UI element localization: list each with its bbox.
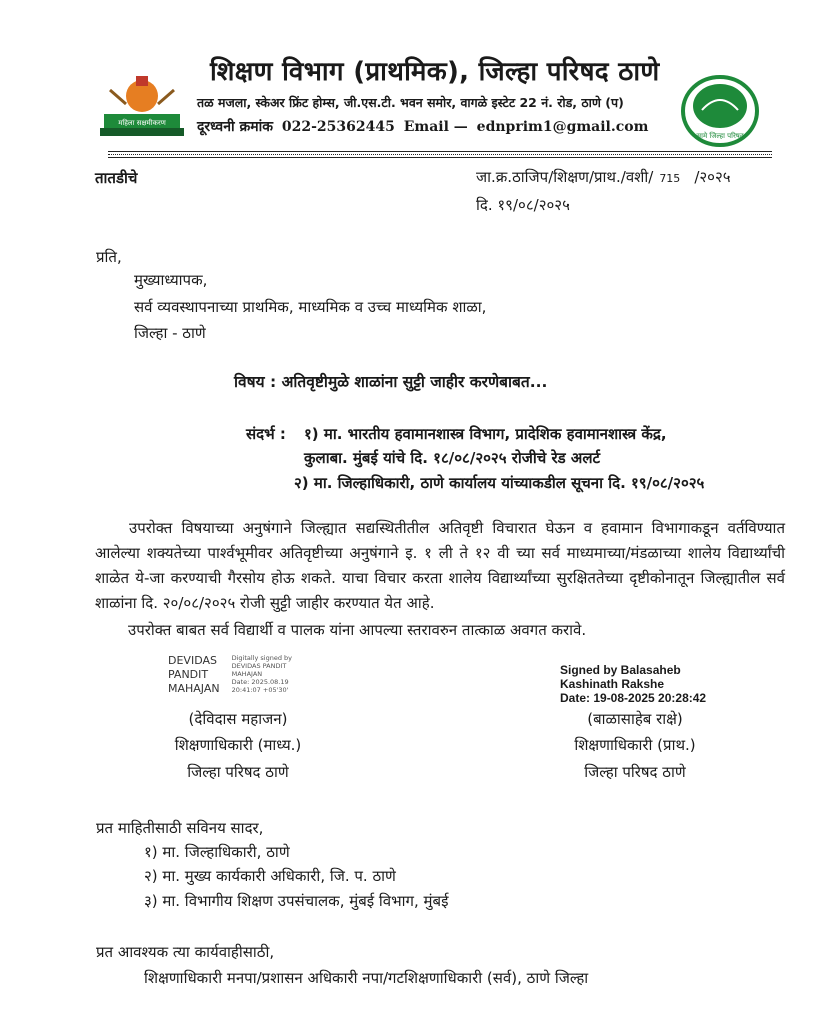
organization-address: तळ मजला, स्केअर फ्रिंट होम्स, जी.एस.टी. भवन समोर, वागळे इस्टेट 22 नं. रोड, ठाणे (प) xyxy=(197,95,624,110)
phone-number: 022-25362445 xyxy=(281,119,395,135)
logo-inner xyxy=(693,84,747,128)
reference-number-prefix: जा.क्र.ठाजिप/शिक्षण/प्राथ./वशी/ xyxy=(476,168,654,186)
contact-line xyxy=(197,117,652,136)
logo-caption: सामे जिल्हा परिषद xyxy=(696,132,744,140)
references-label: संदर्भ : xyxy=(246,425,286,443)
copy-info-item: १) मा. जिल्हाधिकारी, ठाणे xyxy=(144,843,290,861)
signatory-designation: शिक्षणाधिकारी (प्राथ.) xyxy=(574,736,696,754)
recipient-line: सर्व व्यवस्थापनाच्या प्राथमिक, माध्यमिक व उच्च माध्यमिक शाळा, xyxy=(134,298,487,316)
signer-name-line: PANDIT xyxy=(168,668,209,681)
body-paragraph: उपरोक्त विषयाच्या अनुषंगाने जिल्ह्यात सद्यस्थितीतील अतिवृष्टी विचारात घेऊन व हवामान विभागाकडून वर्तविण्यात आलेल्या शक्यतेच्या पार्श्वभूमीवर अतिवृष्टीच्या अनुषंगाने इ. १ ली ते १२ वी च्या सर्व माध्यमाच्या/मंडळाच्या शालेय विद्यार्थ्यांची शाळेत ये-जा करण्याची गैरसोय होऊ शकते. याचा विचार करता शालेय विद्यार्थ्यांच्या सुरक्षिततेच्या दृष्टीकोनातून जिल्ह्यातील सर्व शाळांना दि. २०/०८/२०२५ रोजी सुट्टी जाहीर करण्यात येत आहे. xyxy=(95,519,785,612)
signatory-district: जिल्हा परिषद ठाणे xyxy=(584,763,686,781)
signer-name-block xyxy=(168,654,220,696)
signature-meta-line: Date: 2025.08.19 xyxy=(231,678,289,686)
signer-name-line: DEVIDAS xyxy=(168,654,217,667)
emblem-caption: महिला सक्षमीकरण xyxy=(118,119,166,127)
signature-meta-line: 20:41:07 +05'30' xyxy=(231,686,289,694)
signature-meta-line: DEVIDAS PANDIT xyxy=(231,662,287,670)
digital-signature-devidas xyxy=(168,654,292,696)
signature-line: Kashinath Rakshe xyxy=(560,677,665,691)
letter-date: दि. १९/०८/२०२५ xyxy=(476,196,570,214)
reference-item: २) मा. जिल्हाधिकारी, ठाणे कार्यालय यांच्याकडील सूचना दि. १९/०८/२०२५ xyxy=(294,474,705,492)
recipient-prefix: प्रति, xyxy=(96,248,122,266)
signature-line: Date: 19-08-2025 20:28:42 xyxy=(560,691,707,705)
email-address: ednprim1@gmail.com xyxy=(476,119,649,135)
recipient-line: मुख्याध्यापक, xyxy=(134,271,208,289)
copy-action-item: शिक्षणाधिकारी मनपा/प्रशासन अधिकारी नपा/गटशिक्षणाधिकारी (सर्व), ठाणे जिल्हा xyxy=(144,969,589,987)
signature-meta-line: Digitally signed by xyxy=(231,654,293,662)
reference-item: कुलाबा. मुंबई यांचे दि. १८/०८/२०२५ रोजीचे रेड अलर्ट xyxy=(304,449,601,467)
copy-action-heading: प्रत आवश्यक त्या कार्यवाहीसाठी, xyxy=(96,943,275,961)
reference-number-year: /२०२५ xyxy=(694,168,731,186)
emblem-ribbon xyxy=(100,128,184,136)
copy-info-heading: प्रत माहितीसाठी सविनय सादर, xyxy=(96,819,264,837)
signature-meta xyxy=(232,654,292,696)
body-paragraph: उपरोक्त बाबत सर्व विद्यार्थी व पालक यांना आपल्या स्तरावरुन तात्काळ अवगत करावे. xyxy=(128,621,587,639)
phone-label: दूरध्वनी क्रमांक xyxy=(197,119,273,135)
zilla-parishad-round-logo xyxy=(680,74,760,148)
reference-item: १) मा. भारतीय हवामानशास्त्र विभाग, प्रादेशिक हवामानशास्त्र केंद्र, xyxy=(304,425,667,443)
zp-emblem-logo xyxy=(96,70,188,146)
header-divider xyxy=(108,157,772,158)
header-divider xyxy=(108,151,772,152)
signatory-designation: शिक्षणाधिकारी (माध्य.) xyxy=(174,736,302,754)
reference-number-handwritten: 715 xyxy=(659,172,681,185)
emblem-crown xyxy=(136,76,148,86)
signatory-name: (देविदास महाजन) xyxy=(188,710,288,728)
signatory-name: (बाळासाहेब राक्षे) xyxy=(587,710,683,728)
signature-line: Signed by Balasaheb xyxy=(560,663,681,677)
recipient-line: जिल्हा - ठाणे xyxy=(134,324,206,342)
copy-info-item: २) मा. मुख्य कार्यकारी अधिकारी, जि. प. ठाणे xyxy=(144,867,396,885)
copy-info-item: ३) मा. विभागीय शिक्षण उपसंचालक, मुंबई विभाग, मुंबई xyxy=(144,892,449,910)
urgent-label: तातडीचे xyxy=(95,169,138,187)
email-label: Email — xyxy=(403,119,468,135)
reference-number xyxy=(476,167,731,187)
header-divider xyxy=(108,154,772,155)
digital-signature-balasaheb xyxy=(560,663,706,705)
organization-title: शिक्षण विभाग (प्राथमिक), जिल्हा परिषद ठाणे xyxy=(210,57,660,87)
signature-meta-line: MAHAJAN xyxy=(231,670,263,678)
signer-name-line: MAHAJAN xyxy=(168,682,220,695)
letter-subject: विषय : अतिवृष्टीमुळे शाळांना सुट्टी जाहीर करणेबाबत... xyxy=(234,373,548,391)
signatory-district: जिल्हा परिषद ठाणे xyxy=(187,763,289,781)
